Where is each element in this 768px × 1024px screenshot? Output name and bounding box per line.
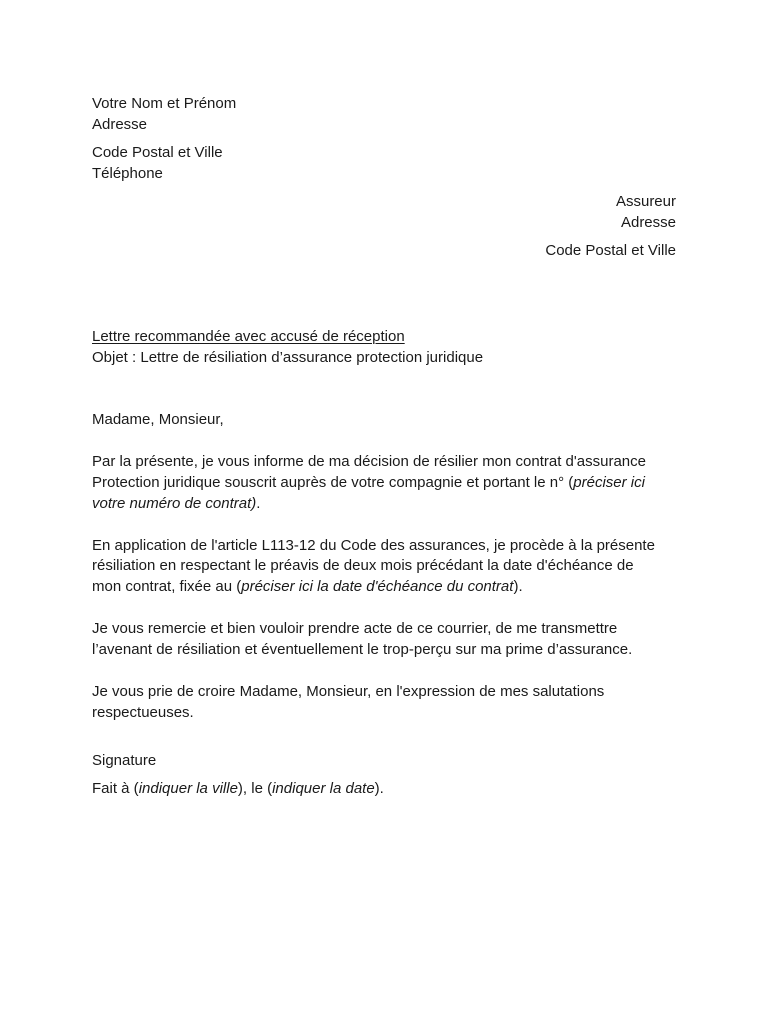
paragraph-3-line-2: l’avenant de résiliation et éventuellement le trop-perçu sur ma prime d’assurance. <box>92 641 633 658</box>
salutation: Madame, Monsieur, <box>92 411 224 428</box>
sender-address: Adresse <box>92 116 148 133</box>
paragraph-1-placeholder-start: préciser ici <box>573 474 645 491</box>
recipient-postal-city: Code Postal et Ville <box>545 242 676 259</box>
paragraph-4-line-2: respectueuses. <box>92 704 194 721</box>
paragraph-1-line-2-text: Protection juridique souscrit auprès de votre compagnie et portant le n° ( <box>92 474 574 491</box>
registered-mail-line: Lettre recommandée avec accusé de réception <box>92 328 405 345</box>
signature-label: Signature <box>92 752 157 769</box>
sender-phone: Téléphone <box>92 165 163 182</box>
paragraph-1-line-1: Par la présente, je vous informe de ma décision de résilier mon contrat d'assurance <box>92 453 646 470</box>
paragraph-2-line-3 <box>92 577 523 598</box>
paragraph-1-placeholder-end: votre numéro de contrat) <box>92 495 257 512</box>
paragraph-1-line-3 <box>92 494 260 515</box>
recipient-name: Assureur <box>615 193 676 210</box>
paragraph-2-line-2: résiliation en respectant le préavis de deux mois précédant la date d'échéance de <box>92 557 634 574</box>
paragraph-2-line-3-end: ). <box>513 578 523 595</box>
paragraph-2-placeholder: préciser ici la date d'échéance du contrat <box>241 578 514 595</box>
place-date-middle: ), le ( <box>237 780 273 797</box>
place-date-end: ). <box>374 780 384 797</box>
paragraph-3-line-1: Je vous remercie et bien vouloir prendre acte de ce courrier, de me transmettre <box>92 620 618 637</box>
recipient-address: Adresse <box>620 214 676 231</box>
place-date-prefix: Fait à ( <box>92 780 139 797</box>
paragraph-1-line-2 <box>92 473 645 494</box>
place-date-line <box>92 779 384 800</box>
subject-line: Objet : Lettre de résiliation d’assurance protection juridique <box>92 349 484 366</box>
paragraph-2-line-1: En application de l'article L113-12 du Code des assurances, je procède à la présente <box>92 537 655 554</box>
date-placeholder: indiquer la date <box>272 780 375 797</box>
sender-postal-city: Code Postal et Ville <box>92 144 223 161</box>
paragraph-2-line-3-start: mon contrat, fixée au ( <box>92 578 242 595</box>
paragraph-1-line-3-end: . <box>256 495 261 512</box>
paragraph-4-line-1: Je vous prie de croire Madame, Monsieur, en l'expression de mes salutations <box>92 683 605 700</box>
city-placeholder: indiquer la ville <box>138 780 238 797</box>
sender-name: Votre Nom et Prénom <box>92 95 237 112</box>
